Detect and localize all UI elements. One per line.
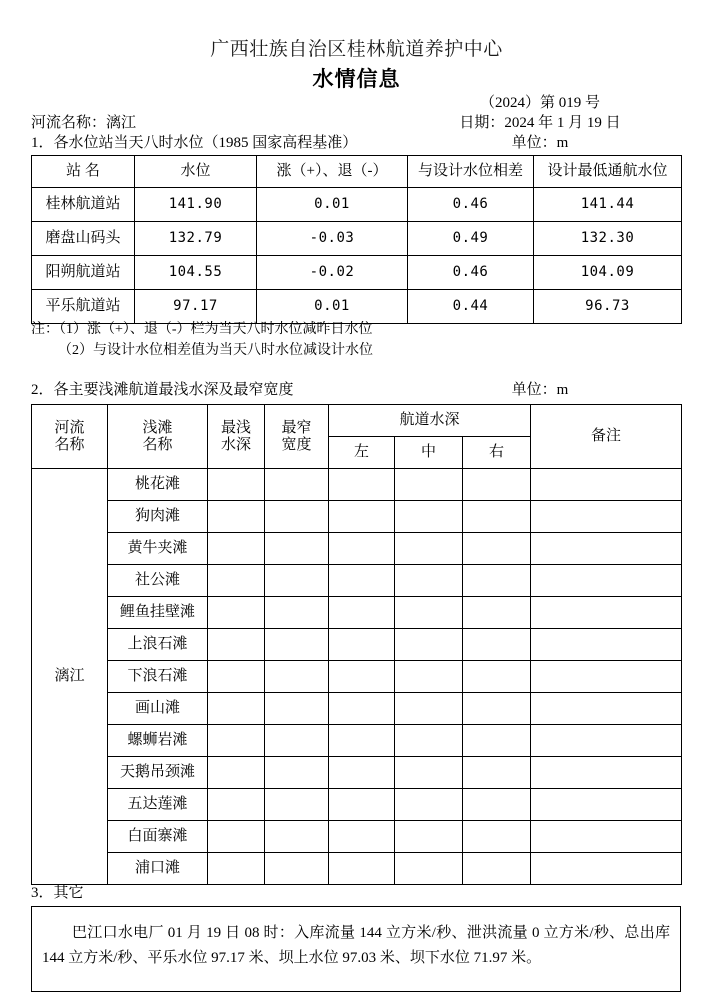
col-header-river-name-line2: 名称	[54, 436, 85, 453]
cell-channel-left	[329, 501, 395, 533]
section3-caption: 3．其它	[31, 885, 84, 901]
cell-river-name: 漓江	[32, 469, 108, 885]
section1-note-2: （2）与设计水位相差值为当天八时水位减设计水位	[58, 343, 373, 358]
cell-station: 平乐航道站	[32, 290, 135, 324]
cell-station: 桂林航道站	[32, 188, 135, 222]
cell-station: 阳朔航道站	[32, 256, 135, 290]
cell-water-level: 141.90	[135, 188, 257, 222]
cell-min-width	[265, 789, 329, 821]
cell-min-depth	[208, 757, 265, 789]
cell-channel-left	[329, 821, 395, 853]
cell-channel-middle	[395, 501, 463, 533]
cell-min-width	[265, 853, 329, 885]
cell-channel-left	[329, 789, 395, 821]
cell-channel-middle	[395, 693, 463, 725]
cell-min-width	[265, 469, 329, 501]
section2-unit: 单位：m	[511, 382, 569, 398]
cell-channel-left	[329, 533, 395, 565]
cell-min-width	[265, 661, 329, 693]
section3-text: 巴江口水电厂 01 月 19 日 08 时：入库流量 144 立方米/秒、泄洪流量 0 立方米/秒、总出库 144 立方米/秒、平乐水位 97.17 米、坝上水位 97.03 米、坝下水位 71.97 米。	[42, 925, 670, 966]
cell-design-diff: 0.46	[408, 256, 534, 290]
cell-shoal-name: 画山滩	[108, 693, 208, 725]
cell-channel-right	[463, 821, 531, 853]
cell-channel-right	[463, 693, 531, 725]
cell-min-width	[265, 757, 329, 789]
cell-shoal-name: 下浪石滩	[108, 661, 208, 693]
section3-box	[31, 906, 681, 992]
cell-shoal-name: 上浪石滩	[108, 629, 208, 661]
cell-shoal-name: 鲤鱼挂壁滩	[108, 597, 208, 629]
cell-channel-right	[463, 853, 531, 885]
cell-station: 磨盘山码头	[32, 222, 135, 256]
col-header-river-name-line1: 河流	[54, 419, 85, 436]
cell-channel-middle	[395, 853, 463, 885]
cell-min-depth	[208, 821, 265, 853]
col-header-channel-depth: 航道水深	[329, 405, 531, 437]
cell-channel-left	[329, 725, 395, 757]
cell-channel-middle	[395, 597, 463, 629]
col-header-water-level: 水位	[135, 156, 257, 188]
cell-min-depth	[208, 693, 265, 725]
cell-remark	[531, 565, 682, 597]
cell-shoal-name: 黄牛夹滩	[108, 533, 208, 565]
cell-channel-right	[463, 629, 531, 661]
cell-min-width	[265, 693, 329, 725]
cell-channel-middle	[395, 725, 463, 757]
table-row	[32, 757, 682, 789]
cell-shoal-name: 狗肉滩	[108, 501, 208, 533]
cell-design-min-level: 96.73	[534, 290, 682, 324]
cell-min-depth	[208, 789, 265, 821]
cell-min-depth	[208, 853, 265, 885]
cell-channel-middle	[395, 533, 463, 565]
table-row	[32, 188, 682, 222]
col-header-station: 站 名	[32, 156, 135, 188]
cell-design-diff: 0.44	[408, 290, 534, 324]
cell-shoal-name: 桃花滩	[108, 469, 208, 501]
cell-channel-right	[463, 789, 531, 821]
cell-remark	[531, 597, 682, 629]
cell-remark	[531, 629, 682, 661]
table-row	[32, 661, 682, 693]
col-header-river-name	[32, 405, 108, 469]
col-header-channel-left: 左	[329, 437, 395, 469]
cell-shoal-name: 天鹅吊颈滩	[108, 757, 208, 789]
cell-remark	[531, 853, 682, 885]
cell-shoal-name: 浦口滩	[108, 853, 208, 885]
cell-design-min-level: 132.30	[534, 222, 682, 256]
table-row	[32, 256, 682, 290]
table-row	[32, 853, 682, 885]
cell-design-diff: 0.46	[408, 188, 534, 222]
cell-min-width	[265, 725, 329, 757]
table-row	[32, 469, 682, 501]
cell-channel-middle	[395, 661, 463, 693]
cell-min-depth	[208, 661, 265, 693]
cell-channel-middle	[395, 821, 463, 853]
table-row	[32, 821, 682, 853]
cell-shoal-name: 螺蛳岩滩	[108, 725, 208, 757]
cell-change: -0.03	[257, 222, 408, 256]
col-header-min-width-line1: 最窄	[281, 419, 312, 436]
cell-min-depth	[208, 565, 265, 597]
cell-channel-right	[463, 501, 531, 533]
col-header-channel-right: 右	[463, 437, 531, 469]
cell-channel-right	[463, 597, 531, 629]
cell-min-depth	[208, 533, 265, 565]
table-header-row	[32, 156, 682, 188]
cell-min-depth	[208, 501, 265, 533]
cell-channel-middle	[395, 629, 463, 661]
cell-min-width	[265, 501, 329, 533]
cell-remark	[531, 693, 682, 725]
cell-min-depth	[208, 725, 265, 757]
cell-remark	[531, 533, 682, 565]
shoal-depth-table	[31, 404, 682, 885]
col-header-min-depth-line2: 水深	[220, 436, 251, 453]
section1-unit: 单位：m	[511, 135, 569, 151]
cell-remark	[531, 501, 682, 533]
cell-remark	[531, 661, 682, 693]
organization-title: 广西壮族自治区桂林航道养护中心	[210, 39, 503, 60]
cell-remark	[531, 725, 682, 757]
cell-shoal-name: 五达莲滩	[108, 789, 208, 821]
table-row	[32, 533, 682, 565]
cell-shoal-name: 白面寨滩	[108, 821, 208, 853]
cell-min-width	[265, 533, 329, 565]
cell-min-width	[265, 821, 329, 853]
table-row	[32, 725, 682, 757]
cell-channel-left	[329, 693, 395, 725]
table-row	[32, 597, 682, 629]
section1-note-1: 注：（1）涨（+）、退（-）栏为当天八时水位减昨日水位	[31, 322, 373, 337]
table-header-row-top	[32, 405, 682, 437]
col-header-channel-middle: 中	[395, 437, 463, 469]
cell-change: -0.02	[257, 256, 408, 290]
cell-channel-left	[329, 565, 395, 597]
cell-remark	[531, 789, 682, 821]
cell-channel-left	[329, 661, 395, 693]
cell-channel-right	[463, 565, 531, 597]
cell-channel-left	[329, 757, 395, 789]
page-title: 水情信息	[312, 67, 401, 91]
cell-channel-right	[463, 469, 531, 501]
document-number: （2024）第 019 号	[479, 95, 600, 111]
cell-min-depth	[208, 629, 265, 661]
table-row	[32, 501, 682, 533]
col-header-remark: 备注	[531, 405, 682, 469]
document-date: 日期：2024 年 1 月 19 日	[459, 115, 621, 131]
table-row	[32, 693, 682, 725]
cell-water-level: 104.55	[135, 256, 257, 290]
cell-change: 0.01	[257, 188, 408, 222]
col-header-design-min-level: 设计最低通航水位	[534, 156, 682, 188]
cell-channel-right	[463, 725, 531, 757]
table-row	[32, 290, 682, 324]
table-row	[32, 789, 682, 821]
col-header-min-width-line2: 宽度	[281, 436, 312, 453]
cell-channel-left	[329, 629, 395, 661]
cell-remark	[531, 757, 682, 789]
col-header-min-depth	[208, 405, 265, 469]
cell-min-width	[265, 597, 329, 629]
cell-channel-middle	[395, 789, 463, 821]
cell-channel-middle	[395, 469, 463, 501]
cell-channel-right	[463, 757, 531, 789]
col-header-min-depth-line1: 最浅	[220, 419, 251, 436]
cell-water-level: 132.79	[135, 222, 257, 256]
table-row	[32, 222, 682, 256]
cell-channel-middle	[395, 565, 463, 597]
cell-water-level: 97.17	[135, 290, 257, 324]
cell-channel-right	[463, 533, 531, 565]
cell-design-diff: 0.49	[408, 222, 534, 256]
section2-caption: 2．各主要浅滩航道最浅水深及最窄宽度	[31, 382, 294, 398]
col-header-shoal-name	[108, 405, 208, 469]
cell-remark	[531, 821, 682, 853]
cell-design-min-level: 141.44	[534, 188, 682, 222]
cell-change: 0.01	[257, 290, 408, 324]
table-row	[32, 565, 682, 597]
col-header-shoal-name-line1: 浅滩	[142, 419, 173, 436]
water-level-table	[31, 155, 682, 324]
table-row	[32, 629, 682, 661]
cell-min-depth	[208, 469, 265, 501]
cell-min-width	[265, 629, 329, 661]
cell-shoal-name: 社公滩	[108, 565, 208, 597]
cell-remark	[531, 469, 682, 501]
col-header-change: 涨（+）、退（-）	[257, 156, 408, 188]
col-header-shoal-name-line2: 名称	[142, 436, 173, 453]
cell-min-width	[265, 565, 329, 597]
cell-channel-left	[329, 597, 395, 629]
cell-channel-middle	[395, 757, 463, 789]
cell-channel-right	[463, 661, 531, 693]
col-header-design-diff: 与设计水位相差	[408, 156, 534, 188]
cell-channel-left	[329, 853, 395, 885]
col-header-min-width	[265, 405, 329, 469]
cell-design-min-level: 104.09	[534, 256, 682, 290]
river-name-label: 河流名称：漓江	[31, 115, 137, 131]
section1-caption: 1．各水位站当天八时水位（1985 国家高程基准）	[31, 135, 358, 151]
cell-min-depth	[208, 597, 265, 629]
cell-channel-left	[329, 469, 395, 501]
